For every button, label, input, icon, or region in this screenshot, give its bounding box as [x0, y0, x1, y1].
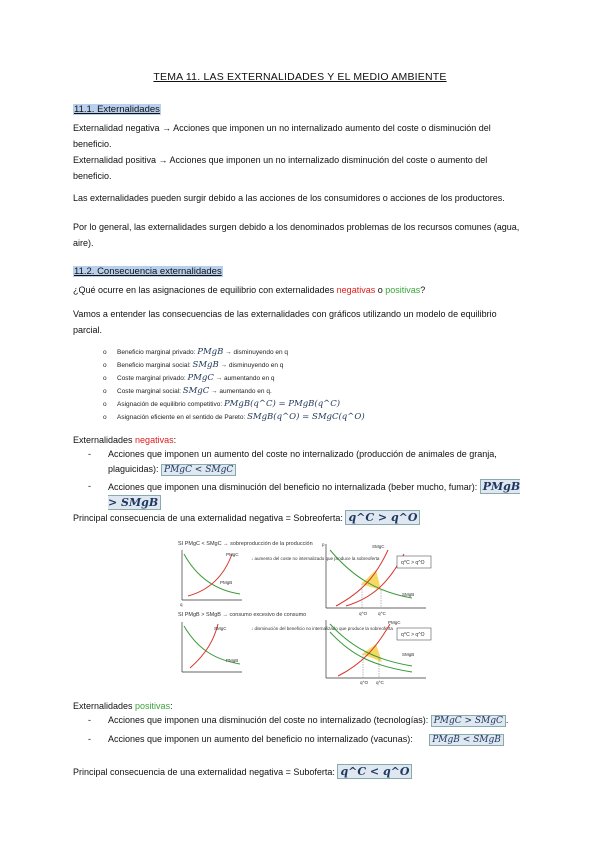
tick-label: q^C [378, 611, 386, 616]
item-text: Acciones que imponen un aumento del coste no internalizado (producción de animales de granja, [108, 449, 497, 459]
word-negativas: negativas [336, 285, 376, 295]
list-item [103, 372, 365, 385]
curve-label: PMgB [226, 658, 239, 663]
word-positivas: positivas [385, 285, 421, 295]
item-text: plaguicidas): [108, 464, 162, 474]
formula-box: q^C > q^O [345, 510, 420, 525]
bullet-marker: o [103, 414, 107, 421]
word-positivas: positivas [135, 701, 171, 711]
bullet-marker: o [103, 388, 107, 395]
smgc-curve [338, 624, 390, 676]
item-rest: → disminuyendo en q [223, 349, 289, 356]
bullet-marker: o [103, 362, 107, 369]
item-math: PMgB [197, 347, 224, 357]
text-line: beneficio. [73, 171, 112, 181]
negative-consequence [73, 510, 527, 526]
item-label: Beneficio marginal privado: [117, 349, 198, 356]
list-item [88, 479, 528, 511]
legend-text: q^C > q^O [401, 632, 425, 638]
heading-text: Externalidades [73, 435, 136, 445]
text-line: beneficio. [73, 139, 112, 149]
list-item [103, 359, 365, 372]
item-label: Coste marginal social: [117, 388, 183, 395]
heading-text: Externalidades [73, 701, 136, 711]
cost-curve [188, 554, 232, 596]
item-rest: → disminuyendo en q [218, 362, 284, 369]
axis-label: p [322, 542, 325, 547]
formula-box: q^C < q^O [337, 764, 412, 779]
heading-text: : [170, 701, 173, 711]
text-line: Externalidad positiva → Acciones que imponen un no internalizado disminución del coste o aumento del [73, 155, 488, 165]
item-label: Asignación de equilibrio competitivo: [117, 401, 224, 408]
curve-label: SMgC [372, 544, 385, 549]
item-text: Acciones que imponen un aumento del beneficio no internalizado (vacunas): [108, 734, 416, 744]
legend-text: q^C > q^O [401, 560, 425, 566]
externalities-figure [176, 536, 436, 686]
tick-label: q^C [376, 680, 384, 685]
positive-heading [73, 698, 527, 714]
top-title: SI PMgC < SMgC → sobreproducción de la producción [178, 541, 313, 547]
formula-box: PMgC > SMgC [431, 715, 506, 727]
negative-list [88, 447, 528, 511]
text-line: aire). [73, 238, 94, 248]
text-line: Por lo general, las externalidades surgen debido a los denominados problemas de los recursos comunes (agua, [73, 222, 520, 232]
dash-marker: - [88, 734, 91, 744]
bottom-note: ↓ disminución del beneficio no internalizado que produce la sobreoferta [251, 626, 393, 631]
bottom-title: SI PMgB > SMgB → consumo excesivo de consumo [178, 612, 307, 618]
curve-label: SMgB [402, 592, 415, 597]
question-text: ¿Qué ocurre en las asignaciones de equilibrio con externalidades [73, 285, 337, 295]
list-item [103, 385, 365, 398]
curve-label: PMgC [388, 620, 401, 625]
item-math: PMgB(q^C) = PMgB(q^C) [223, 399, 341, 409]
bullet-marker: o [103, 349, 107, 356]
item-math: SMgB(q^O) = SMgC(q^O) [247, 412, 365, 422]
curve-label: PMgC [226, 552, 239, 557]
item-label: Beneficio marginal social: [117, 362, 193, 369]
section-heading-externalidades: 11.1. Externalidades [74, 104, 160, 115]
item-rest: → aumentando en q. [209, 388, 272, 395]
item-math: PMgC [187, 373, 214, 383]
tick-label: q^O [360, 680, 369, 685]
list-item [88, 447, 528, 478]
word-negativas: negativas [135, 435, 174, 445]
list-item [103, 398, 365, 411]
formula-box: PMgC < SMgC [161, 464, 236, 476]
curve-label: PMgB [220, 580, 233, 585]
consequence-text: Principal consecuencia de una externalidad negativa = Suboferta: [73, 767, 338, 777]
item-label: Coste marginal privado: [117, 375, 188, 382]
consequence-text: Principal consecuencia de una externalidad negativa = Sobreoferta: [73, 513, 346, 523]
graphs-svg [176, 536, 436, 686]
list-item [103, 346, 365, 359]
item-text: Acciones que imponen una disminución del coste no internalizado (tecnologías): [108, 715, 431, 725]
item-rest: → aumentando en q [213, 375, 275, 382]
paragraph-intro-model [73, 306, 527, 338]
paragraph-negative-definition [73, 120, 527, 152]
negative-heading [73, 432, 527, 448]
formula-box: PMgB < SMgB [429, 734, 504, 746]
item-math: SMgC [182, 386, 210, 396]
page-title: TEMA 11. LAS EXTERNALIDADES Y EL MEDIO AMBIENTE [153, 71, 447, 83]
item-label: Asignación eficiente en el sentido de Pareto: [117, 414, 248, 421]
tick-label: q^O [359, 611, 368, 616]
text-line: parcial. [73, 325, 103, 335]
paragraph-positive-definition [73, 152, 527, 184]
dash-marker: - [88, 715, 91, 725]
positive-list [88, 713, 528, 748]
item-math: SMgB [192, 360, 219, 370]
formula-box: PMgB > SMgB [108, 480, 521, 509]
question-line [73, 282, 527, 298]
text-line: Vamos a entender las consecuencias de las externalidades con gráficos utilizando un modelo de equilibrio [73, 309, 497, 319]
dash-marker: - [88, 481, 91, 491]
paragraph-sources: Las externalidades pueden surgir debido a las acciones de los consumidores o acciones de los productores. [73, 193, 505, 203]
question-text: o [375, 285, 386, 295]
definitions-list [103, 346, 365, 424]
heading-text: : [173, 435, 177, 445]
list-item [103, 411, 365, 424]
text-line: Externalidad negativa → Acciones que imponen un no internalizado aumento del coste o disminución del [73, 123, 491, 133]
curve-label: SMgB [402, 652, 415, 657]
top-note: ↓ aumento del coste no internalizado que produce la sobreoferta [251, 556, 380, 561]
item-text: Acciones que imponen una disminución del beneficio no internalizada (beber mucho, fumar): [108, 482, 480, 492]
dash-marker: - [88, 449, 91, 459]
question-text: ? [420, 285, 426, 295]
section-heading-consecuencia: 11.2. Consecuencia externalidades [74, 266, 222, 277]
bullet-marker: o [103, 375, 107, 382]
positive-consequence [73, 764, 527, 780]
axis-label: q [180, 602, 183, 607]
curve-label: SMgC [214, 626, 227, 631]
item-text: . [505, 715, 509, 725]
paragraph-common-resources [73, 219, 527, 251]
list-item [88, 732, 528, 748]
bullet-marker: o [103, 401, 107, 408]
demand-curve [184, 554, 240, 594]
list-item [88, 713, 528, 729]
